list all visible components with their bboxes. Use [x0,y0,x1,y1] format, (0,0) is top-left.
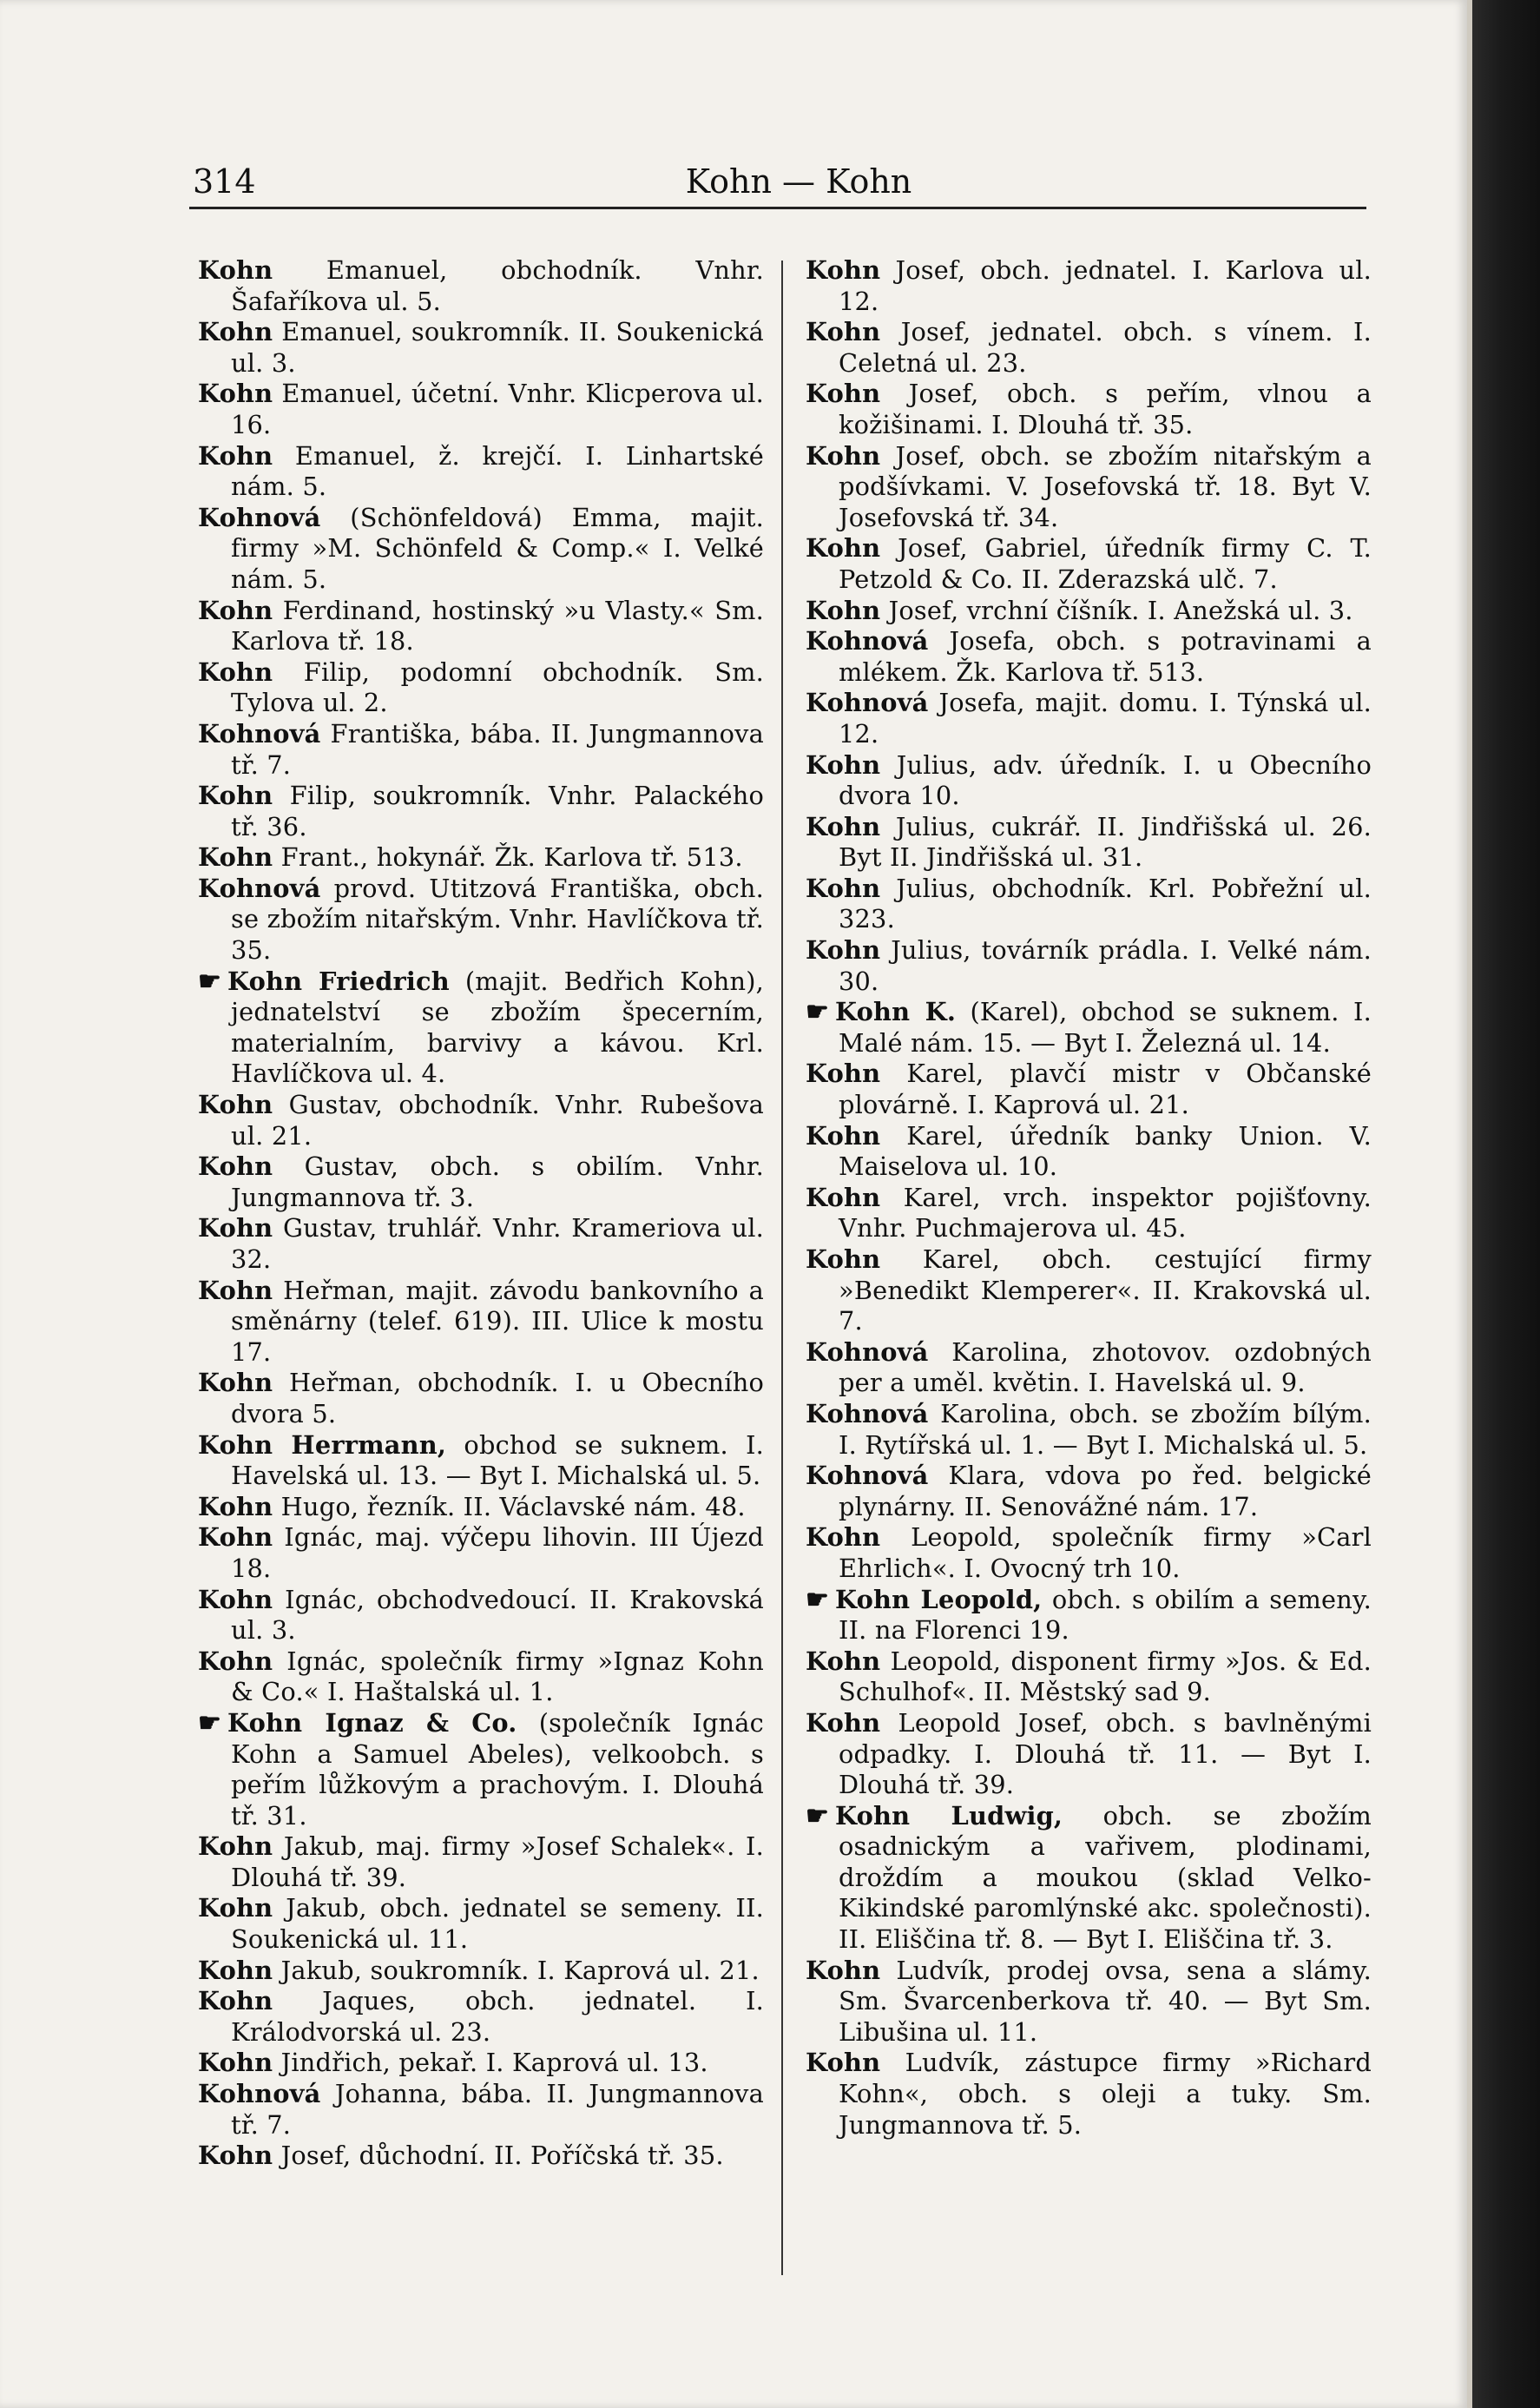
entry-surname: Kohn [198,2141,273,2171]
entry-details: Jaques, obch. jednatel. I. Králodvorská ul. 23. [231,1986,764,2047]
directory-entry [198,1430,764,1492]
directory-entry [806,2048,1372,2141]
directory-entry [806,1646,1372,1708]
entry-details: Josef, obch. s peřím, vlnou a kožišinami. I. Dlouhá tř. 35. [839,379,1372,439]
directory-entry [806,1121,1372,1183]
entry-surname: Kohn K. [835,997,957,1027]
directory-entry [198,1646,764,1708]
entry-details: Hugo, řezník. II. Václavské nám. 48. [280,1491,746,1521]
directory-entry [198,1492,764,1523]
directory-entry [198,1893,764,1955]
directory-entry [806,750,1372,812]
directory-entry [806,688,1372,749]
directory-entry [806,1399,1372,1461]
entry-surname: Kohn [198,1275,273,1305]
entry-details: obchod se suknem. I. Havelská ul. 13. — Byt I. Michalská ul. 5. [231,1429,764,1491]
entry-surname: Kohn [806,255,881,285]
entry-surname: Kohn [806,873,881,903]
pointing-hand-icon: ☛ [198,1707,222,1738]
running-head: Kohn — Kohn [685,162,912,201]
entry-surname: Kohn Ignaz & Co. [227,1707,517,1738]
entry-surname: Kohn [198,1986,273,2016]
entry-surname: Kohn [806,1646,881,1676]
entry-details: Julius, obchodník. Krl. Pobřežní ul. 323. [839,873,1372,934]
directory-entry [806,812,1372,874]
directory-entry [198,1986,764,2048]
entry-details: Julius, adv. úředník. I. u Obecního dvora 10. [839,749,1372,811]
entry-surname: Kohn [806,595,881,625]
entry-details: Gustav, obch. s obilím. Vnhr. Jungmannova tř. 3. [231,1151,764,1212]
entry-details: Františka, bába. II. Jungmannova tř. 7. [231,718,764,780]
entry-surname: Kohn [198,842,273,873]
directory-entry [806,441,1372,534]
entry-surname: Kohn [198,1213,273,1244]
entry-surname: Kohn [806,2048,881,2078]
entry-surname: Kohn [198,379,273,409]
entry-details: Leopold, společník firmy »Carl Ehrlich«. I. Ovocný trh 10. [839,1522,1372,1583]
entry-details: Karolina, obch. se zbožím bílým. I. Rytířská ul. 1. — Byt I. Michalská ul. 5. [839,1398,1372,1460]
entry-surname: Kohnová [198,873,321,903]
entry-details: Karolina, zhotovov. ozdobných per a uměl. květin. I. Havelská ul. 9. [839,1336,1372,1398]
directory-entry [198,1368,764,1429]
directory-entry [806,317,1372,379]
entry-details: Emanuel, soukromník. II. Soukenická ul. 3. [231,317,764,378]
directory-entry [198,1276,764,1369]
entry-details: Ludvík, zástupce firmy »Richard Kohn«, obch. s oleji a tuky. Sm. Jungmannova tř. 5. [839,2048,1372,2140]
entry-surname: Kohn [806,317,881,347]
directory-entry [198,1708,764,1831]
pointing-hand-icon: ☛ [806,997,830,1028]
entry-details: Filip, podomní obchodník. Sm. Tylova ul. 2. [231,656,764,718]
entry-details: (společník Ignác Kohn a Samuel Abeles), velkoobch. s peřím lůžkovým a prachovým. I. Dlouhá tř. 31. [231,1707,764,1831]
entry-surname: Kohnová [806,1461,929,1491]
entry-surname: Kohn [198,1090,273,1120]
directory-entry [198,842,764,874]
entry-details: Emanuel, účetní. Vnhr. Klicperova ul. 16. [231,379,764,439]
directory-entry [806,1522,1372,1584]
directory-entry [806,1585,1372,1646]
directory-entry [806,997,1372,1059]
entry-details: Heřman, majit. závodu bankovního a směnárny (telef. 619). III. Ulice k mostu 17. [231,1275,764,1367]
entry-details: (majit. Bedřich Kohn), jednatelství se zbožím špecerním, materialním, barvivy a kávou. Krl. Havlíčkova ul. 4. [231,966,764,1089]
pointing-hand-icon: ☛ [198,966,222,997]
directory-entry [198,1090,764,1151]
entry-details: Josef, jednatel. obch. s vínem. I. Celetná ul. 23. [839,317,1372,378]
entry-surname: Kohnová [806,626,929,656]
entry-details: Heřman, obchodník. I. u Obecního dvora 5. [231,1368,764,1428]
directory-entry [198,1956,764,1987]
entry-surname: Kohn [198,255,273,285]
directory-entry [806,1337,1372,1399]
entry-surname: Kohn Ludwig, [835,1800,1063,1831]
entry-surname: Kohnová [806,1398,929,1428]
directory-entry [198,781,764,842]
entry-surname: Kohn [198,1955,273,1985]
entry-surname: Kohn [806,1522,881,1553]
entry-surname: Kohn [198,1368,273,1398]
entry-surname: Kohn [806,811,881,841]
directory-entry [198,2048,764,2079]
header-rule [189,207,1366,209]
entry-details: Karel, vrch. inspektor pojišťovny. Vnhr. Puchmajerova ul. 45. [839,1182,1372,1244]
entry-details: obch. s obilím a semeny. II. na Florenci 19. [839,1584,1372,1646]
directory-entry [806,596,1372,627]
entry-details: Ludvík, prodej ovsa, sena a slámy. Sm. Švarcenberkova tř. 40. — Byt Sm. Libušina ul. 11. [839,1955,1372,2047]
entry-surname: Kohn [198,595,273,625]
directory-entry [198,379,764,440]
directory-entry [198,596,764,657]
directory-entry [806,1801,1372,1956]
directory-entry [806,874,1372,935]
directory-entry [198,317,764,379]
directory-entry [198,1585,764,1646]
entry-details: Julius, továrník prádla. I. Velké nám. 30. [839,935,1372,996]
entry-details: (Karel), obchod se suknem. I. Malé nám. 15. — Byt I. Železná ul. 14. [839,997,1372,1058]
entry-surname: Kohn [198,781,273,811]
entry-surname: Kohn [198,1893,273,1923]
column-divider [781,261,783,2275]
directory-entry [806,935,1372,997]
entry-details: Julius, cukrář. II. Jindřišská ul. 26. Byt II. Jindřišská ul. 31. [839,811,1372,873]
entry-details: (Schönfeldová) Emma, majit. firmy »M. Schönfeld & Comp.« I. Velké nám. 5. [231,502,764,594]
entry-surname: Kohnová [806,688,929,718]
entry-surname: Kohn [198,1584,273,1614]
entry-details: Josef, důchodní. II. Poříčská tř. 35. [280,2141,724,2171]
entry-details: Leopold, disponent firmy »Jos. & Ed. Schulhof«. II. Městský sad 9. [839,1646,1372,1707]
directory-entry [198,719,764,781]
right-column [806,255,1372,2141]
entry-details: Emanuel, ž. krejčí. I. Linhartské nám. 5. [231,440,764,502]
directory-entry [198,874,764,966]
entry-details: Leopold Josef, obch. s bavlněnými odpadky. I. Dlouhá tř. 11. — Byt I. Dlouhá tř. 39. [839,1707,1372,1800]
directory-entry [198,1831,764,1893]
entry-surname: Kohn [806,1707,881,1738]
entry-surname: Kohn [806,440,881,471]
entry-surname: Kohn [198,656,273,687]
entry-details: Johanna, bába. II. Jungmannova tř. 7. [231,2079,764,2140]
entry-surname: Kohnová [198,2079,321,2109]
directory-entry [198,2141,764,2172]
entry-details: Frant., hokynář. Žk. Karlova tř. 513. [280,842,743,873]
entry-surname: Kohn [806,749,881,780]
directory-entry [806,1059,1372,1120]
entry-details: Filip, soukromník. Vnhr. Palackého tř. 36. [231,781,764,841]
entry-surname: Kohn Leopold, [835,1584,1043,1614]
entry-details: Jakub, maj. firmy »Josef Schalek«. I. Dlouhá tř. 39. [231,1831,764,1892]
directory-entry [806,1183,1372,1244]
entry-details: Josefa, majit. domu. I. Týnská ul. 12. [839,688,1372,749]
entry-details: Gustav, truhlář. Vnhr. Krameriova ul. 32. [231,1213,764,1274]
directory-entry [806,1708,1372,1801]
entry-surname: Kohn [198,1646,273,1676]
directory-entry [198,1213,764,1275]
directory-entry [198,657,764,719]
entry-details: Josef, Gabriel, úředník firmy C. T. Petzold & Co. II. Zderazská ulč. 7. [839,533,1372,594]
entry-surname: Kohn [806,1244,881,1274]
entry-details: Josefa, obch. s potravinami a mlékem. Žk. Karlova tř. 513. [839,626,1372,687]
entry-details: Jakub, soukromník. I. Kaprová ul. 21. [280,1955,760,1985]
directory-entry [198,1151,764,1213]
directory-entry [198,441,764,503]
entry-surname: Kohn [198,440,273,471]
entry-surname: Kohn [806,1120,881,1151]
directory-entry [806,1244,1372,1337]
entry-surname: Kohn Friedrich [227,966,450,996]
directory-entry [198,503,764,596]
directory-entry [198,2079,764,2141]
entry-details: Emanuel, obchodník. Vnhr. Šafaříkova ul. 5. [231,255,764,316]
entry-surname: Kohn [806,1182,881,1212]
entry-surname: Kohnová [198,718,321,749]
entry-details: Karel, úředník banky Union. V. Maiselova ul. 10. [839,1120,1372,1182]
entry-details: Ignác, maj. výčepu lihovin. III Újezd 18. [231,1522,764,1583]
directory-entry [806,255,1372,317]
entry-surname: Kohn [198,1151,273,1182]
entry-details: Ferdinand, hostinský »u Vlasty.« Sm. Karlova tř. 18. [231,595,764,656]
entry-surname: Kohn [806,1059,881,1089]
entry-details: Klara, vdova po řed. belgické plynárny. II. Senovážné nám. 17. [839,1461,1372,1521]
entry-details: Jakub, obch. jednatel se semeny. II. Soukenická ul. 11. [231,1893,765,1955]
entry-surname: Kohn Herrmann, [198,1429,447,1460]
pointing-hand-icon: ☛ [806,1800,830,1831]
page-number: 314 [193,162,256,201]
entry-details: Josef, vrchní číšník. I. Anežská ul. 3. [888,595,1353,625]
entry-surname: Kohn [198,1491,273,1521]
directory-entry [806,533,1372,595]
entry-details: provd. Utitzová Františka, obch. se zbožím nitařským. Vnhr. Havlíčkova tř. 35. [231,873,764,966]
directory-entry [198,1522,764,1584]
entry-details: Ignác, společník firmy »Ignaz Kohn & Co.« I. Haštalská ul. 1. [231,1646,764,1707]
entry-details: Karel, obch. cestující firmy »Benedikt Klemperer«. II. Krakovská ul. 7. [839,1244,1372,1336]
entry-surname: Kohn [806,935,881,966]
entry-surname: Kohnová [806,1336,929,1367]
pointing-hand-icon: ☛ [806,1584,830,1615]
entry-surname: Kohn [198,2048,273,2078]
entry-surname: Kohn [198,1831,273,1862]
directory-entry [806,379,1372,440]
entry-surname: Kohn [806,533,881,564]
entry-surname: Kohn [198,317,273,347]
page-edge-shadow [1467,0,1540,2408]
entry-details: Ignác, obchodvedoucí. II. Krakovská ul. 3. [231,1584,764,1646]
entry-details: Josef, obch. se zbožím nitařským a podšívkami. V. Josefovská tř. 18. Byt V. Josefovská tř. 34. [839,440,1372,532]
entry-surname: Kohn [198,1522,273,1553]
entry-details: Karel, plavčí mistr v Občanské plovárně. I. Kaprová ul. 21. [839,1059,1372,1120]
entry-details: Gustav, obchodník. Vnhr. Rubešova ul. 21. [231,1090,764,1151]
entry-surname: Kohn [806,379,881,409]
entry-details: Josef, obch. jednatel. I. Karlova ul. 12. [839,255,1372,316]
left-column [198,255,764,2172]
directory-entry [806,1956,1372,2048]
directory-entry [198,966,764,1090]
directory-entry [806,1461,1372,1522]
entry-details: obch. se zbožím osadnickým a vařivem, plodinami, droždím a moukou (sklad Velko-Kikindské paromlýnské akc. společnosti). II. Eliščina tř. 8. — Byt I. Eliščina tř. 3. [839,1800,1372,1955]
directory-entry [806,626,1372,688]
entry-surname: Kohnová [198,502,321,532]
entry-surname: Kohn [806,1955,881,1985]
entry-details: Jindřich, pekař. I. Kaprová ul. 13. [280,2048,708,2078]
directory-entry [198,255,764,317]
